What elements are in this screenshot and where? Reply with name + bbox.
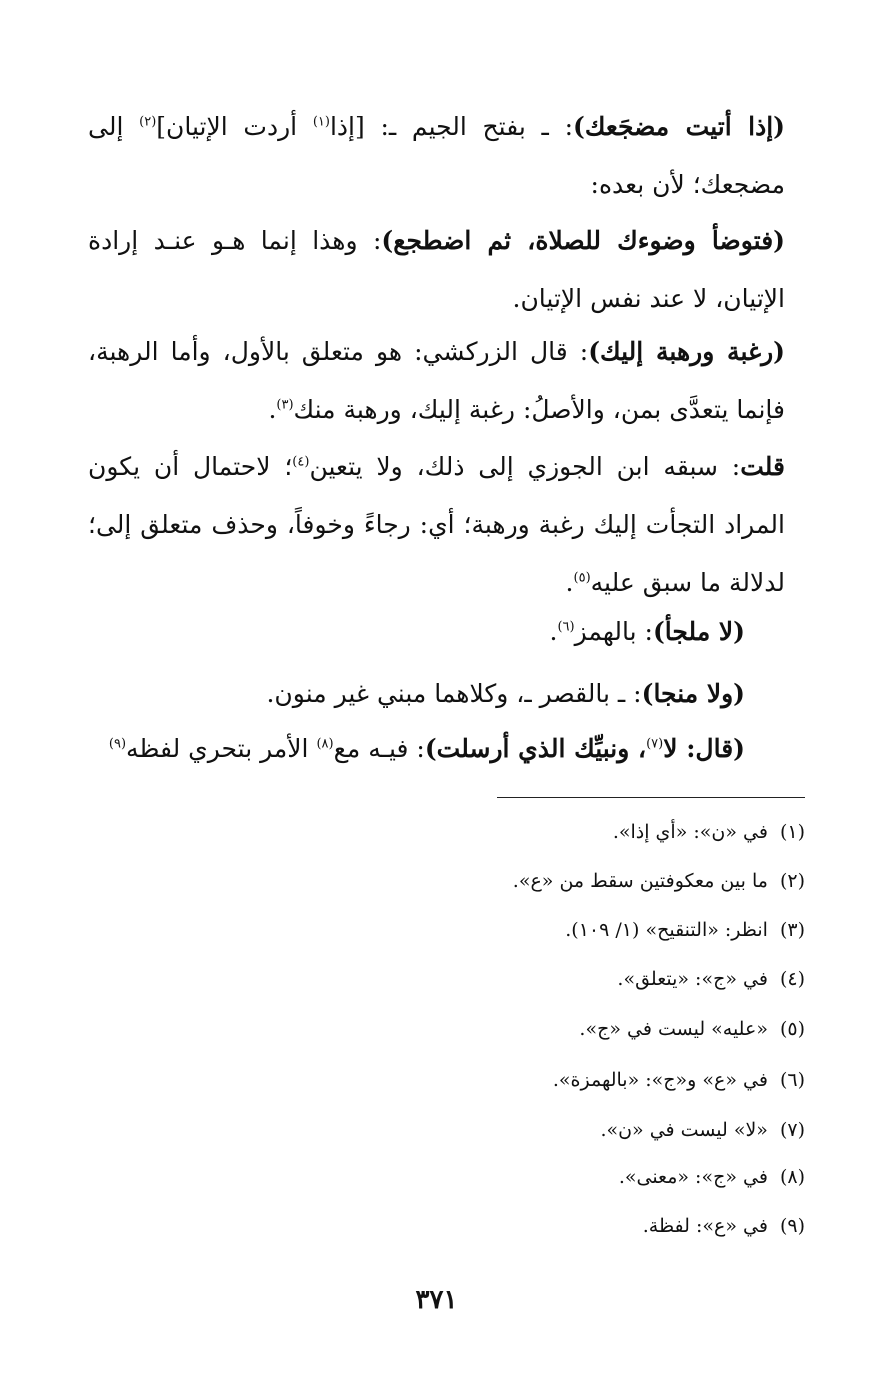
footnote-text: ما بين معكوفتين سقط من «ع». bbox=[512, 870, 768, 892]
commentary-text: : وهذا إنما هـو عنـد إرادة الإتيان، لا عند نفس الإتيان. bbox=[88, 226, 785, 313]
commentary-text: إلى مضجعك؛ لأن بعده: bbox=[88, 112, 785, 199]
footnote-text: «عليه» ليست في «ج». bbox=[579, 1018, 768, 1040]
footnote-number: (١) bbox=[779, 821, 805, 843]
commentary-text: . bbox=[565, 568, 574, 597]
footnote-text: في «ع» و«ج»: «بالهمزة». bbox=[552, 1069, 768, 1091]
footnote-2 bbox=[513, 867, 805, 895]
footnote-number: (٤) bbox=[779, 968, 805, 990]
footnote-3 bbox=[565, 916, 805, 944]
footnote-ref[interactable]: (٢) bbox=[139, 114, 157, 130]
footnote-number: (٣) bbox=[779, 919, 805, 941]
page-number: ٣٧١ bbox=[415, 1285, 458, 1315]
commentary-text: الأمر بتحري لفظه bbox=[126, 734, 317, 763]
footnote-number: (٧) bbox=[779, 1119, 805, 1141]
paragraph-6 bbox=[88, 665, 785, 723]
commentary-text: ؛ لاحتمال أن يكون المراد التجأت إليك رغبة ورهبة؛ أي: رجاءً وخوفاً، وحذف متعلق إلى؛ لدلالة ما سبق عليه bbox=[88, 452, 785, 597]
commentary-text: : قال الزركشي: هو متعلق بالأول، وأما الرهبة، فإنما يتعدَّى بمن، والأصلُ: رغبة إليك، ورهبة منك bbox=[88, 337, 785, 424]
paragraph-2 bbox=[88, 212, 785, 328]
quoted-phrase: ، ونبيِّك الذي أرسلت) bbox=[424, 734, 647, 763]
footnote-number: (٩) bbox=[779, 1215, 805, 1237]
paragraph-4 bbox=[88, 438, 785, 612]
footnote-6 bbox=[553, 1066, 805, 1094]
footnote-ref[interactable]: (٩) bbox=[108, 736, 127, 752]
footnote-divider bbox=[497, 797, 805, 798]
footnote-ref[interactable]: (٦) bbox=[557, 619, 575, 635]
commentary-text: : ـ بالقصر ـ، وكلاهما مبني غير منون. bbox=[266, 679, 642, 708]
footnote-1 bbox=[613, 818, 805, 846]
footnote-ref[interactable]: (١) bbox=[312, 114, 330, 130]
commentary-text: : فيـه مع bbox=[333, 734, 425, 763]
commentary-text: . bbox=[549, 617, 558, 646]
commentary-text: : سبقه ابن الجوزي إلى ذلك، ولا يتعين bbox=[309, 452, 741, 481]
footnote-text: في «ج»: «يتعلق». bbox=[617, 968, 768, 990]
footnote-ref[interactable]: (٨) bbox=[316, 736, 334, 752]
footnote-4 bbox=[617, 965, 805, 993]
footnote-7 bbox=[600, 1116, 805, 1144]
footnote-text: «لا» ليست في «ن». bbox=[600, 1119, 768, 1141]
footnote-8 bbox=[619, 1163, 805, 1191]
footnote-ref[interactable]: (٣) bbox=[276, 397, 294, 413]
footnote-number: (٨) bbox=[779, 1166, 805, 1188]
footnote-9 bbox=[643, 1212, 805, 1240]
quoted-phrase: (رغبة ورهبة إليك) bbox=[588, 337, 785, 366]
quoted-phrase: (لا ملجأ) bbox=[652, 617, 745, 646]
paragraph-7 bbox=[88, 720, 785, 778]
footnote-number: (٦) bbox=[779, 1069, 805, 1091]
quoted-phrase: (إذا أتيت مضجَعك) bbox=[573, 112, 785, 141]
commentary-text: : ـ بفتح الجيم ـ: [إذا bbox=[329, 112, 574, 141]
commentary-text: . bbox=[268, 395, 277, 424]
commentary-text: : بالهمز bbox=[574, 617, 653, 646]
footnote-ref[interactable]: (٥) bbox=[573, 570, 591, 586]
footnote-text: في «ن»: «أي إذا». bbox=[612, 821, 768, 843]
footnote-number: (٥) bbox=[779, 1018, 805, 1040]
quoted-phrase: (فتوضأ وضوءك للصلاة، ثم اضطجع) bbox=[381, 226, 785, 255]
footnote-ref[interactable]: (٧) bbox=[646, 736, 664, 752]
quoted-phrase: (ولا منجا) bbox=[641, 679, 745, 708]
quoted-phrase: قلت bbox=[740, 452, 785, 481]
paragraph-3 bbox=[88, 323, 785, 439]
footnote-text: في «ج»: «معنى». bbox=[618, 1166, 768, 1188]
footnote-ref[interactable]: (٤) bbox=[292, 454, 310, 470]
footnote-number: (٢) bbox=[779, 870, 805, 892]
paragraph-5 bbox=[88, 603, 785, 661]
footnote-5 bbox=[579, 1015, 805, 1043]
footnote-text: في «ع»: لفظة. bbox=[642, 1215, 768, 1237]
paragraph-1 bbox=[88, 98, 785, 214]
quoted-phrase: (قال: لا bbox=[663, 734, 745, 763]
footnote-text: انظر: «التنقيح» (١/ ١٠٩). bbox=[565, 919, 768, 941]
commentary-text: أردت الإتيان] bbox=[156, 112, 313, 141]
